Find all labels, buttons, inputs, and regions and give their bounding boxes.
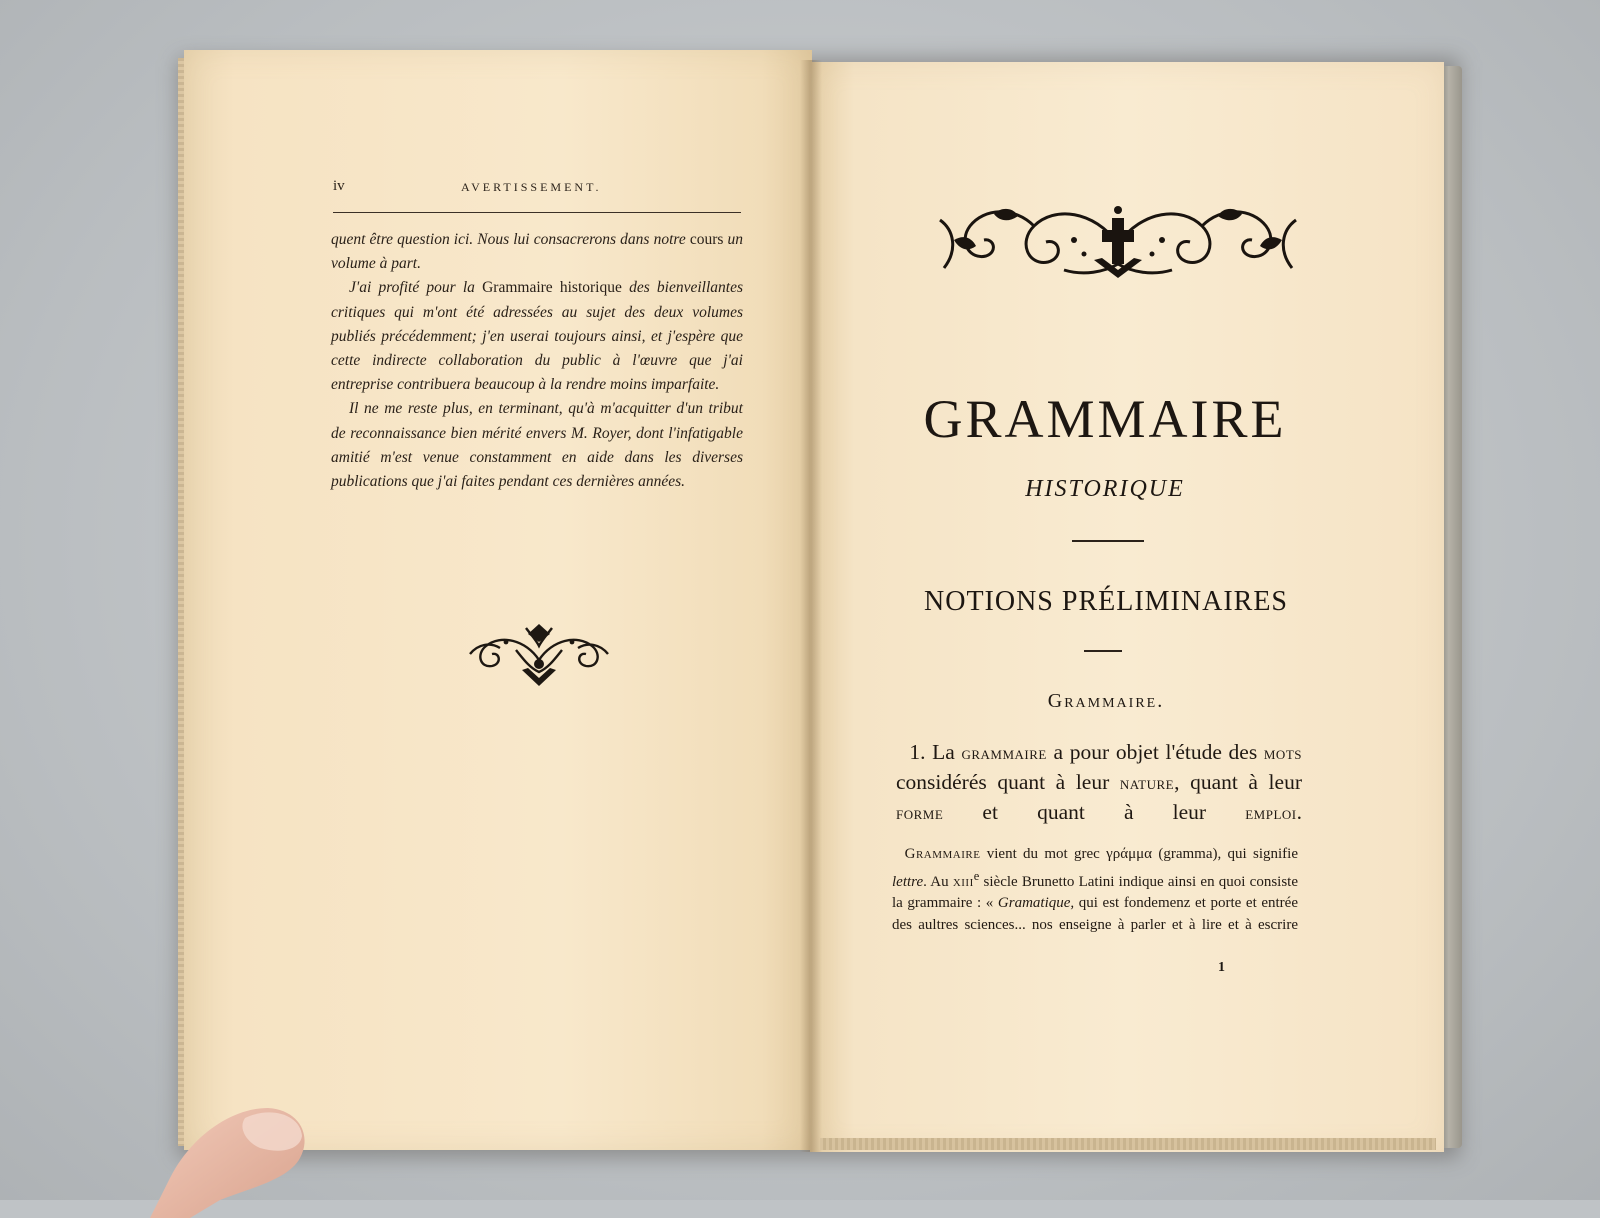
book-subtitle: HISTORIQUE [1025,476,1185,502]
keyword: nature [1119,773,1175,794]
tailpiece-ornament-icon [466,620,612,690]
definition-paragraph [896,738,1302,828]
section-title: NOTIONS PRÉLIMINAIRES [924,586,1288,617]
keyword: grammaire [961,743,1047,764]
text-line: notre [653,231,690,248]
keyword: mots [1263,743,1302,764]
text-run: qui est fondemenz et porte et entrée des aultres sciences... nos enseigne à parler et à lire et à escrire [892,895,1298,933]
title-rule [1072,540,1144,542]
paragraph-acknowledgement [331,276,743,397]
section-rule [1084,650,1122,652]
text-roman: Grammaire historique [482,279,622,297]
text-run: La [925,740,962,764]
page-edges-bottom [820,1138,1436,1150]
text-line: des bienveillantes critiques qui m'ont été adressées au sujet des deux volumes publiés précédemment; j'en userai toujours ainsi, et j'espère que cette indirecte collaboration du public à l'œuvre que j'ai entreprise contribuera beaucoup à la rendre moins imparfaite. [331,279,743,394]
text-run: a pour objet l'étude des [1046,740,1264,764]
text-line: un volume à part. [331,231,744,273]
text-run: , quant à leur [1174,770,1302,794]
text-italic: Gramatique, [997,895,1075,911]
paragraph-number: 1. [909,740,926,764]
book-title: GRAMMAIRE [923,389,1287,449]
superscript: e [973,868,980,883]
text-line: J'ai profité pour la [349,279,483,297]
text-run: . Au [923,873,953,890]
running-head-title: AVERTISSEMENT. [461,180,602,194]
headpiece-ornament-icon [934,200,1302,286]
text-run: et quant à leur [943,800,1246,824]
running-head [333,178,741,204]
text-italic: lettre [892,873,924,890]
keyword: emploi [1245,803,1297,824]
paragraph-continued [331,228,743,276]
signature-mark: 1 [1218,960,1225,975]
text-run: vient du mot grec γράμμα (gramma), qui signifie [980,846,1298,862]
century-numeral: xiii [952,873,974,890]
paragraph-thanks: Il ne me reste plus, en terminant, qu'à m'acquitter d'un tribut de reconnaissance bien mérité envers M. Royer, dont l'infatigable amitié m'est venue constamment en aide dans les diverses publications que j'ai faites pendant ces dernières années. [331,400,743,491]
subsection-title: Grammaire. [1047,690,1165,712]
left-page-text [331,228,743,494]
keyword: Grammaire [904,846,981,862]
keyword: forme [896,803,944,824]
text-run: . [1296,800,1302,824]
text-line: quent être question ici. Nous lui consacrerons dans [331,231,650,248]
text-run: siècle Brunetto Latini indique ainsi en quoi consiste la grammaire : « [892,873,1298,911]
left-page [184,50,812,1150]
footnote-paragraph [892,844,1298,936]
text-roman: cours [689,231,724,248]
text-run: considérés quant à leur [896,770,1120,794]
thumb-holding-page [150,1088,320,1218]
book-gutter [800,60,822,1152]
header-rule [333,212,741,213]
page-folio: iv [333,178,345,194]
